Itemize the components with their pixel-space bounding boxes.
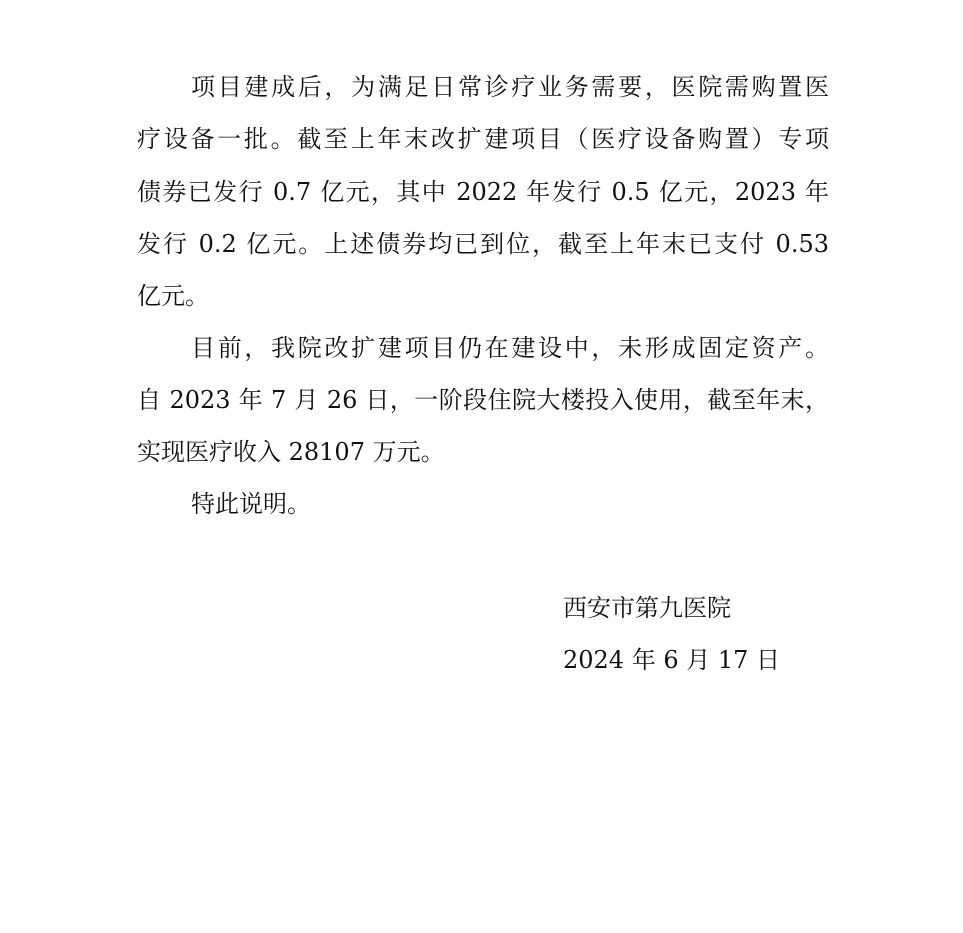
text-line: 债券已发行 0.7 亿元，其中 2022 年发行 0.5 亿元，2023 年 bbox=[137, 178, 829, 206]
text-line: 特此说明。 bbox=[191, 490, 311, 518]
text-line: 项目建成后，为满足日常诊疗业务需要，医院需购置医 bbox=[191, 73, 829, 101]
text-line: 自 2023 年 7 月 26 日，一阶段住院大楼投入使用，截至年末， bbox=[137, 386, 829, 414]
text-line: 亿元。 bbox=[137, 282, 209, 310]
text-line: 发行 0.2 亿元。上述债券均已到位，截至上年末已支付 0.53 bbox=[137, 230, 829, 258]
text-line: 实现医疗收入 28107 万元。 bbox=[137, 438, 445, 466]
text-line: 目前，我院改扩建项目仍在建设中，未形成固定资产。 bbox=[191, 334, 829, 362]
signature-date: 2024 年 6 月 17 日 bbox=[563, 646, 781, 674]
signature-organization: 西安市第九医院 bbox=[563, 594, 731, 622]
text-line: 疗设备一批。截至上年末改扩建项目（医疗设备购置）专项 bbox=[137, 125, 829, 153]
